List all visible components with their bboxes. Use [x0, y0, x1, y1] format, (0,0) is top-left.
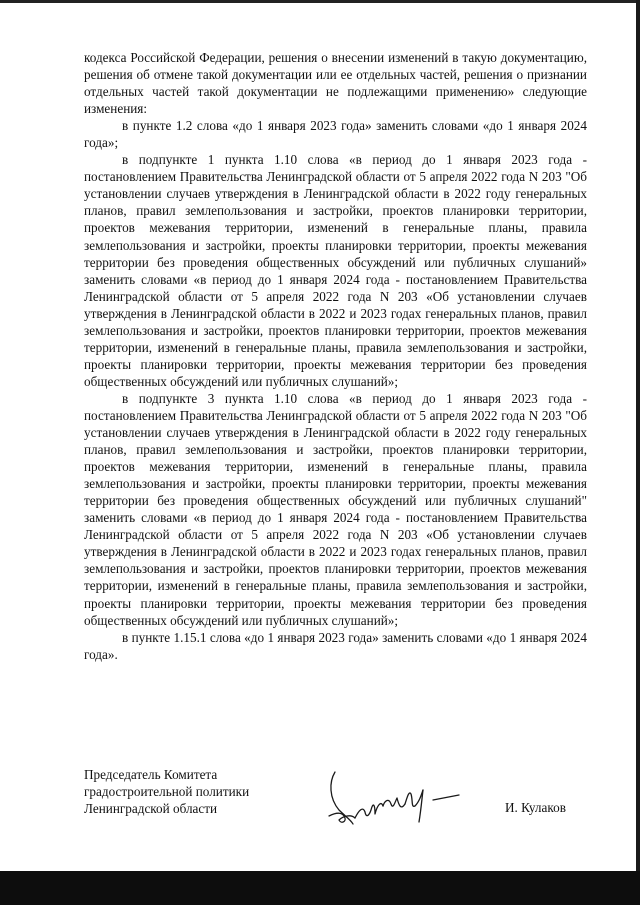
- paragraph-item-1-15-1: в пункте 1.15.1 слова «до 1 января 2023 года» заменить словами «до 1 января 2024 года».: [84, 629, 587, 662]
- paragraph-intro: кодекса Российской Федерации, решения о внесении изменений в такую документацию, решения об отмене такой документации или ее отдельных частей, решения о признании отдельных частей такой документации не подлежащими применению» следующие изменения:: [84, 50, 587, 117]
- scan-bottom-edge: [0, 871, 640, 905]
- scan-top-edge: [0, 0, 640, 3]
- handwritten-signature: [325, 760, 470, 835]
- paragraph-subitem-3-1-10: в подпункте 3 пункта 1.10 слова «в период до 1 января 2023 года - постановлением Правительства Ленинградской области от 5 апреля 2022 года N 203 "Об установлении случаев утверждения в Ленинградской области в 2022 году генеральных планов, правил землепользования и застройки, проектов планировки территории, проектов межевания территории, изменений в генеральные планы, правила землепользования и застройки, проекты планировки территории, проекты межевания территории без проведения общественных обсуждений или публичных слушаний" заменить словами «в период до 1 января 2024 года - постановлением Правительства Ленинградской области от 5 апреля 2022 года N 203 «Об установлении случаев утверждения в Ленинградской области в 2022 и 2023 годах генеральных планов, правил землепользования и застройки, проектов планировки территории, проектов межевания территории, изменений в генеральные планы, правила землепользования и застройки, проекты планировки территории, проекты межевания территории без проведения общественных обсуждений или публичных слушаний»;: [84, 390, 587, 628]
- signatory-title-line: градостроительной политики: [84, 784, 250, 800]
- signatory-title: [84, 766, 249, 818]
- paragraph-subitem-1-1-10: в подпункте 1 пункта 1.10 слова «в период до 1 января 2023 года - постановлением Правительства Ленинградской области от 5 апреля 2022 года N 203 "Об установлении случаев утверждения в Ленинградской области в 2022 году генеральных планов, правил землепользования и застройки, проектов планировки территории, проектов межевания территории, изменений в генеральные планы, правила землепользования и застройки, проекты планировки территории, проекты межевания территории без проведения общественных обсуждений или публичных слушаний» заменить словами «в период до 1 января 2024 года - постановлением Правительства Ленинградской области от 5 апреля 2022 года N 203 «Об установлении случаев утверждения в Ленинградской области в 2022 и 2023 годах генеральных планов, правил землепользования и застройки, проектов планировки территории, проектов межевания территории, изменений в генеральные планы, правила землепользования и застройки, проекты планировки территории, проекты межевания территории без проведения общественных обсуждений или публичных слушаний»;: [84, 152, 587, 389]
- signatory-name: И. Кулаков: [505, 800, 566, 815]
- scan-right-edge: [636, 0, 640, 905]
- signatory-title-line: Ленинградской области: [84, 801, 218, 817]
- document-body: [84, 49, 587, 663]
- paragraph-item-1-2: в пункте 1.2 слова «до 1 января 2023 года» заменить словами «до 1 января 2024 года»;: [84, 118, 587, 151]
- signatory-title-line: Председатель Комитета: [84, 767, 218, 782]
